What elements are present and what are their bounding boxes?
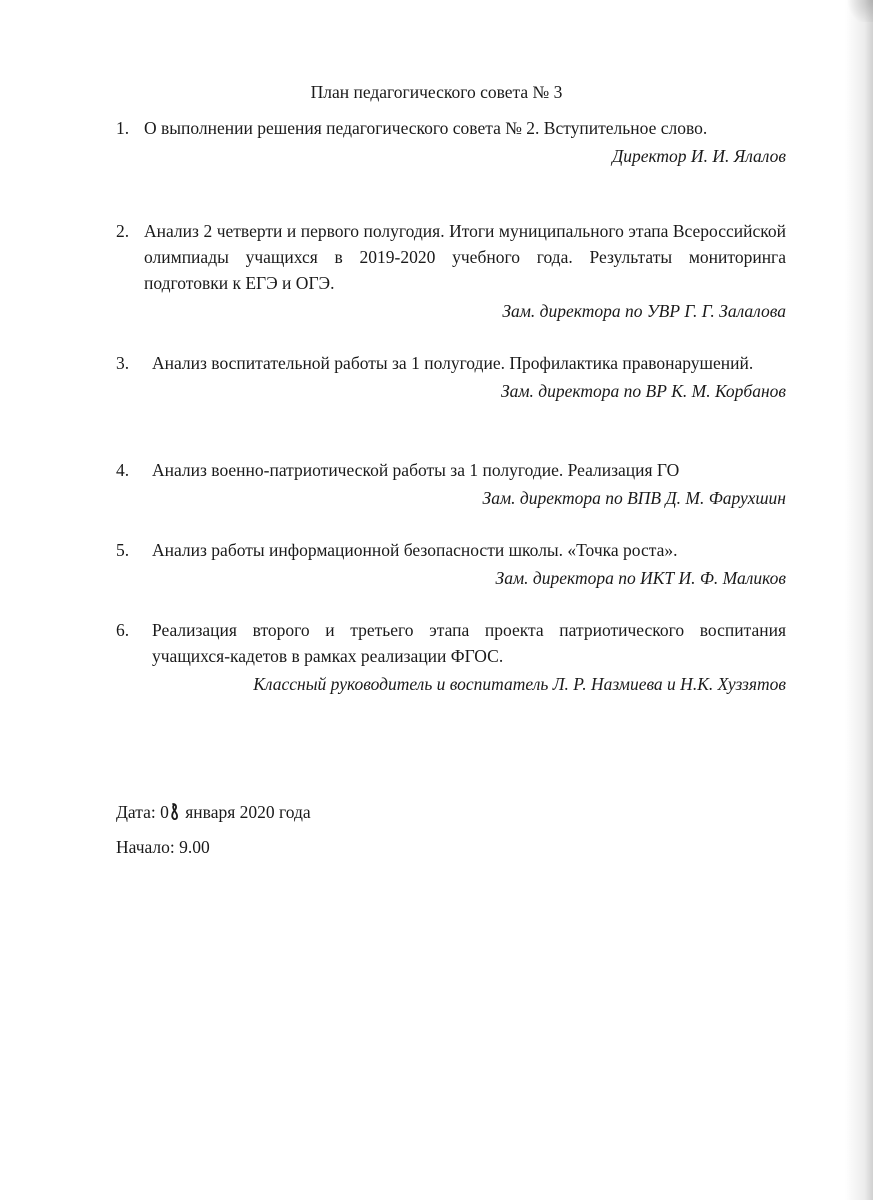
item-number: 4. xyxy=(116,460,130,480)
agenda-item-4 xyxy=(116,457,786,511)
item-text: Реализация второго и третьего этапа проекта патриотического воспитания учащихся-кадетов в рамках реализации ФГОС. xyxy=(152,620,786,666)
item-number: 1. xyxy=(116,118,130,138)
item-number: 3. xyxy=(116,353,130,373)
item-responsible: Классный руководитель и воспитатель Л. Р. Назмиева и Н.К. Хуззятов xyxy=(253,674,786,694)
document-title: План педагогического совета № 3 xyxy=(310,82,563,102)
item-number: 5. xyxy=(116,540,130,560)
item-text: Анализ воспитательной работы за 1 полугодие. Профилактика правонарушений. xyxy=(152,353,754,373)
item-text: Анализ 2 четверти и первого полугодия. Итоги муниципального этапа Всероссийской олимпиады учащихся в 2019-2020 учебного года. Результаты мониторинга подготовки к ЕГЭ и ОГЭ. xyxy=(144,221,786,293)
agenda-item-1 xyxy=(116,115,786,169)
scan-shadow-corner xyxy=(843,0,873,22)
agenda-item-3 xyxy=(116,350,786,404)
meeting-start-time: Начало: 9.00 xyxy=(116,837,210,857)
item-text: Анализ военно-патриотической работы за 1 полугодие. Реализация ГО xyxy=(152,460,680,480)
handwritten-digit xyxy=(170,803,180,821)
item-responsible: Зам. директора по ВПВ Д. М. Фарухшин xyxy=(482,488,786,508)
date-prefix: Дата: 0 xyxy=(116,802,169,822)
date-suffix: января 2020 года xyxy=(185,802,311,822)
agenda-item-2 xyxy=(116,218,786,324)
item-responsible: Директор И. И. Ялалов xyxy=(612,146,786,166)
item-text: О выполнении решения педагогического совета № 2. Вступительное слово. xyxy=(144,118,708,138)
item-number: 6. xyxy=(116,620,130,640)
item-responsible: Зам. директора по ВР К. М. Корбанов xyxy=(500,381,786,401)
item-responsible: Зам. директора по УВР Г. Г. Залалова xyxy=(502,301,786,321)
meeting-date xyxy=(116,800,311,824)
agenda-item-6 xyxy=(116,617,786,697)
item-text: Анализ работы информационной безопасности школы. «Точка роста». xyxy=(152,540,678,560)
item-number: 2. xyxy=(116,221,130,241)
scan-shadow-edge xyxy=(845,0,873,1200)
item-responsible: Зам. директора по ИКТ И. Ф. Маликов xyxy=(495,568,786,588)
agenda-item-5 xyxy=(116,537,786,591)
